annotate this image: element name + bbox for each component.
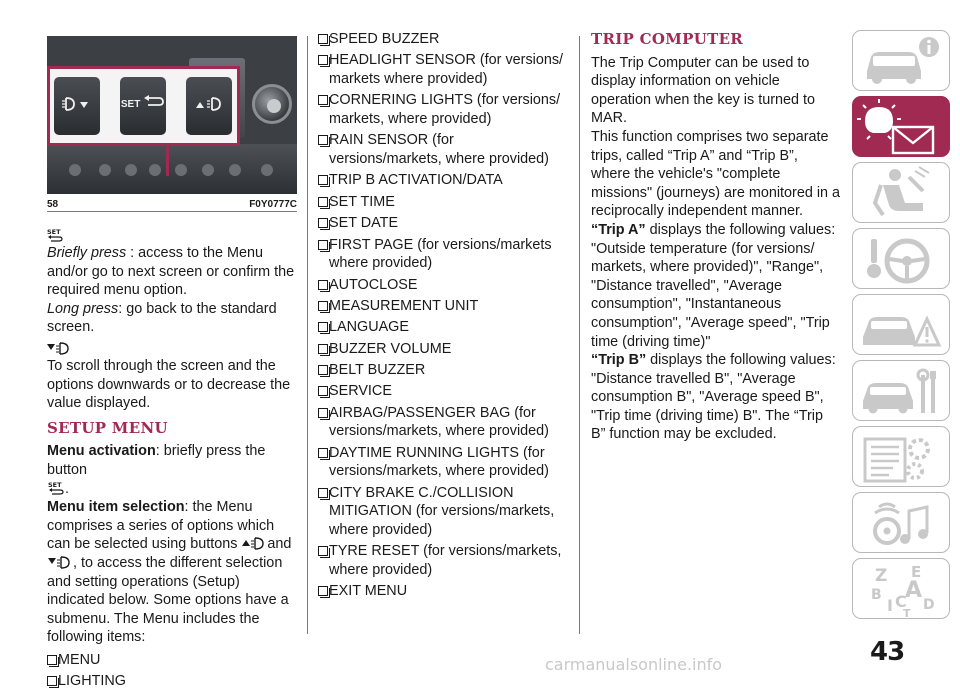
list-item: BUZZER VOLUME <box>318 340 570 359</box>
tab-index[interactable] <box>852 558 950 619</box>
watermark: carmanualsonline.info <box>545 655 723 674</box>
menu-activation-text: Menu activation: briefly press the button SET . <box>47 443 266 497</box>
page-number: 43 <box>870 637 905 667</box>
alphabetical-index-icon <box>853 559 951 620</box>
trip-computer-intro-2: This function comprises two separate trips, called “Trip A” and “Trip B”, where the vehicle's "complete missions" (journeys) are monitored in a reciprocally independent manner. <box>591 128 841 220</box>
checkbox-bullet-icon <box>318 55 328 65</box>
column-2 <box>318 30 570 604</box>
list-item: AUTOCLOSE <box>318 276 570 295</box>
list-item: SET TIME <box>318 193 570 212</box>
headlight-up-icon <box>194 95 224 113</box>
down-button-photo <box>54 77 100 135</box>
list-item: SPEED BUZZER <box>318 30 570 49</box>
column-divider <box>579 36 580 634</box>
list-item: AIRBAG/PASSENGER BAG (for versions/markets, where provided) <box>318 404 570 441</box>
svg-text:SET: SET <box>48 480 62 489</box>
setup-menu-heading: SETUP MENU <box>47 418 168 437</box>
menu-items-list <box>318 30 570 601</box>
steering-key-icon <box>853 229 951 290</box>
svg-text:I: I <box>887 596 893 615</box>
chapter-tabs <box>852 30 950 624</box>
tab-maintenance[interactable] <box>852 360 950 421</box>
list-item: TRIP B ACTIVATION/DATA <box>318 171 570 190</box>
list-item: MENU <box>47 651 297 670</box>
figure-page-number: 58 <box>47 199 59 210</box>
list-item: TYRE RESET (for versions/markets, where provided) <box>318 542 570 579</box>
svg-text:C: C <box>895 592 907 611</box>
button-strip <box>47 144 297 194</box>
svg-text:E: E <box>911 563 922 581</box>
trip-b-description: “Trip B” displays the following values: "Distance travelled B", "Average consumption B", "Average speed B", "Trip time (driving time) B". The “Trip B” function may be excluded. <box>591 352 836 443</box>
return-arrow-icon <box>143 95 165 107</box>
up-button-icon <box>242 536 266 550</box>
technical-data-icon <box>853 427 951 488</box>
down-button-icon <box>48 555 72 569</box>
checkbox-bullet-icon <box>318 175 328 185</box>
list-item: SET DATE <box>318 214 570 233</box>
checkbox-bullet-icon <box>318 218 328 228</box>
list-item: HEADLIGHT SENSOR (for versions/ markets where provided) <box>318 51 570 88</box>
car-service-icon <box>853 361 951 422</box>
checkbox-bullet-icon <box>318 280 328 290</box>
trip-computer-intro: The Trip Computer can be used to display information on vehicle operation when the key is turned to MAR. <box>591 54 815 127</box>
column-3 <box>591 30 841 444</box>
seat-airbag-icon <box>853 163 951 224</box>
list-item: BELT BUZZER <box>318 361 570 380</box>
list-item: FIRST PAGE (for versions/markets where provided) <box>318 236 570 273</box>
checkbox-bullet-icon <box>318 135 328 145</box>
checkbox-bullet-icon <box>318 586 328 596</box>
svg-text:A: A <box>905 578 923 603</box>
list-item: EXIT MENU <box>318 582 570 601</box>
tab-emergency[interactable] <box>852 294 950 355</box>
column-divider <box>307 36 308 634</box>
svg-text:SET: SET <box>47 228 61 236</box>
tab-warning-lights-messages[interactable] <box>852 96 950 157</box>
list-item: CITY BRAKE C./COLLISION MITIGATION (for versions/markets, where provided) <box>318 484 570 540</box>
multimedia-icon <box>853 493 951 554</box>
checkbox-bullet-icon <box>318 408 328 418</box>
list-item: LANGUAGE <box>318 318 570 337</box>
checkbox-bullet-icon <box>318 386 328 396</box>
checkbox-bullet-icon <box>318 546 328 556</box>
trip-a-description: “Trip A” displays the following values: "Outside temperature (for versions/ markets, where provided)", "Range", "Distance travelled", "Average consumption", "Instantaneous consumption", "Average speed", "Trip time (driving time)" <box>591 221 836 350</box>
checkbox-bullet-icon <box>47 655 57 665</box>
checkbox-bullet-icon <box>318 197 328 207</box>
up-button-photo <box>186 77 232 135</box>
list-item: CORNERING LIGHTS (for versions/ markets, where provided) <box>318 91 570 128</box>
menu-items-list <box>47 651 297 691</box>
car-info-icon <box>853 31 951 92</box>
tab-multimedia[interactable] <box>852 492 950 553</box>
set-button-icon <box>47 228 63 242</box>
checkbox-bullet-icon <box>318 344 328 354</box>
breakdown-warning-icon <box>853 295 951 356</box>
list-item: RAIN SENSOR (for versions/markets, where provided) <box>318 131 570 168</box>
down-button-description: To scroll through the screen and the options downwards or to decrease the value displayed. <box>47 357 291 412</box>
list-item: DAYTIME RUNNING LIGHTS (for versions/markets, where provided) <box>318 444 570 481</box>
warning-lights-message-icon <box>853 97 951 158</box>
checkbox-bullet-icon <box>47 676 57 686</box>
down-button-icon <box>47 341 71 355</box>
trip-computer-heading: TRIP COMPUTER <box>591 30 744 48</box>
set-long-press-description: Long press: go back to the standard screen. <box>47 300 277 336</box>
menu-selection-text: Menu item selection: the Menu comprises a series of options which can be selected using buttons and , to access the different selection and setting operations (Setup) indicated below. Some options have a submenu. The Menu includes the following items: <box>47 499 292 646</box>
set-button-photo: SET <box>120 77 166 135</box>
tab-car-info[interactable] <box>852 30 950 91</box>
tab-safety[interactable] <box>852 162 950 223</box>
tab-technical-data[interactable] <box>852 426 950 487</box>
list-item: SERVICE <box>318 382 570 401</box>
checkbox-bullet-icon <box>318 240 328 250</box>
svg-text:T: T <box>903 607 911 620</box>
svg-text:B: B <box>871 587 882 603</box>
checkbox-bullet-icon <box>318 95 328 105</box>
headlight-down-icon <box>62 95 92 113</box>
checkbox-bullet-icon <box>318 301 328 311</box>
button-callout <box>47 66 240 146</box>
volume-knob <box>252 84 292 124</box>
set-button-icon <box>48 481 64 495</box>
column-1 <box>47 224 297 694</box>
checkbox-bullet-icon <box>318 322 328 332</box>
checkbox-bullet-icon <box>318 488 328 498</box>
figure-code: F0Y0777C <box>249 199 297 210</box>
figure-caption <box>47 199 297 210</box>
checkbox-bullet-icon <box>318 34 328 44</box>
tab-starting-driving[interactable] <box>852 228 950 289</box>
set-press-description: Briefly press : access to the Menu and/or go to next screen or confirm the required menu option. <box>47 245 295 299</box>
svg-text:Z: Z <box>875 566 888 586</box>
list-item: MEASUREMENT UNIT <box>318 297 570 316</box>
svg-text:D: D <box>923 597 935 613</box>
checkbox-bullet-icon <box>318 365 328 375</box>
checkbox-bullet-icon <box>318 448 328 458</box>
dashboard-photo <box>47 36 297 194</box>
list-item: LIGHTING <box>47 672 297 691</box>
